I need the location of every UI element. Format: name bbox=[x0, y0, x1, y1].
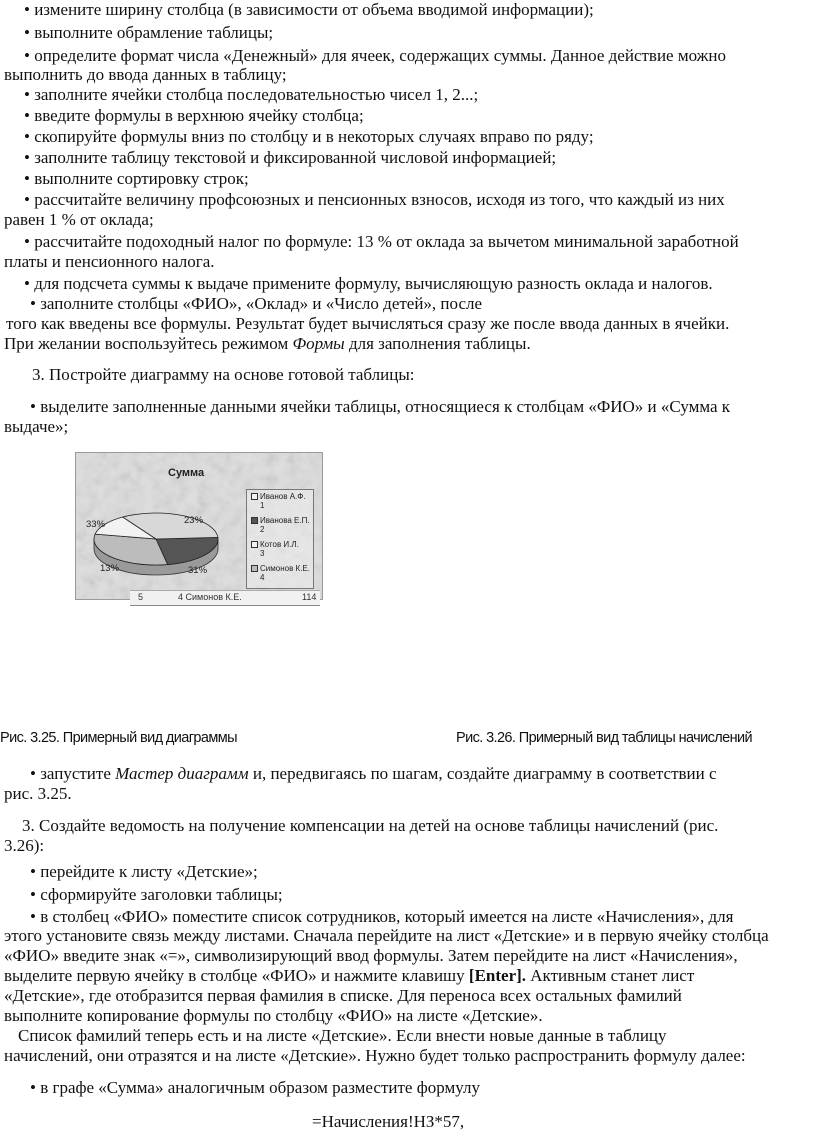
forms-mode-line bbox=[4, 334, 816, 354]
chart-figure bbox=[75, 452, 323, 600]
caption-fig-3-25: Рис. 3.25. Примерный вид диаграммы bbox=[0, 730, 237, 746]
forms-mode-pre: При желании воспользуйтесь режимом bbox=[4, 334, 293, 353]
legend-swatch-2 bbox=[251, 517, 258, 524]
bullet-calc-contributions-cont: равен 1 % от оклада; bbox=[4, 210, 154, 229]
table-fragment-strip bbox=[130, 590, 320, 606]
bullet-fio-column: • в столбец «ФИО» поместите список сотрудников, который имеется на листе «Начисления», для bbox=[30, 907, 734, 926]
fio-line-5: «Детские», где отобразится первая фамилия в списке. Для переноса всех остальных фамилий bbox=[4, 986, 682, 1005]
wizard-pre: • запустите bbox=[30, 764, 116, 783]
legend-swatch-3 bbox=[251, 541, 258, 548]
legend-num-1: 1 bbox=[260, 501, 265, 510]
bullet-go-to-sheet: • перейдите к листу «Детские»; bbox=[30, 862, 258, 881]
bullet-select-cells-cont: выдаче»; bbox=[4, 417, 69, 436]
formula-line: =Начисления!НЗ*57, bbox=[312, 1112, 465, 1131]
bullet-calc-contributions: • рассчитайте величину профсоюзных и пенсионных взносов, исходя из того, что каждый из них bbox=[24, 190, 725, 209]
bullet-enter-formulas: • введите формулы в верхнюю ячейку столбца; bbox=[24, 106, 364, 125]
fio-line-4 bbox=[4, 966, 816, 986]
legend-swatch-4 bbox=[251, 565, 258, 572]
pie-label-1: 33% bbox=[86, 519, 106, 530]
legend-num-2: 2 bbox=[260, 525, 265, 534]
pie-label-3: 13% bbox=[100, 563, 120, 574]
legend-name-1: Иванов А.Ф. bbox=[260, 492, 306, 501]
fio-line-2: этого установите связь между листами. Сначала перейдите на лист «Детские» и в первую ячейку столбца bbox=[4, 926, 769, 945]
fio-line-4-pre: выделите первую ячейку в столбце «ФИО» и нажмите клавишу bbox=[4, 966, 469, 985]
fio-line-3: «ФИО» введите знак «=», символизирующий ввод формулы. Затем перейдите на лист «Начисления», bbox=[4, 946, 738, 965]
pie-label-2: 23% bbox=[184, 515, 204, 526]
bullet-sort-rows: • выполните сортировку строк; bbox=[24, 169, 249, 188]
legend-name-3: Котов И.Л. bbox=[260, 540, 299, 549]
bullet-fill-sequence: • заполните ячейки столбца последовательностью чисел 1, 2...; bbox=[24, 85, 479, 104]
caption-fig-3-26: Рис. 3.26. Примерный вид таблицы начислений bbox=[456, 730, 752, 746]
legend-item-2 bbox=[251, 516, 310, 534]
step-3-build-chart: 3. Постройте диаграмму на основе готовой таблицы: bbox=[32, 365, 415, 384]
legend-name-4: Симонов К.Е. bbox=[260, 564, 310, 573]
strip-cell-b: 4 Симонов К.Е. bbox=[178, 592, 242, 602]
chart-title: Сумма bbox=[168, 467, 205, 479]
bullet-currency-format-cont: выполнить до ввода данных в таблицу; bbox=[4, 65, 287, 84]
bullet-column-width: • измените ширину столбца (в зависимости от объема вводимой информации); bbox=[24, 0, 594, 19]
chart-legend bbox=[246, 489, 314, 589]
bullet-currency-format: • определите формат числа «Денежный» для ячеек, содержащих суммы. Данное действие можно bbox=[24, 46, 727, 65]
bullet-sum-formula: • в графе «Сумма» аналогичным образом разместите формулу bbox=[30, 1078, 480, 1097]
bullet-chart-wizard-cont: рис. 3.25. bbox=[4, 784, 72, 803]
legend-num-3: 3 bbox=[260, 549, 265, 558]
bullet-payout-formula: • для подсчета суммы к выдаче примените формулу, вычисляющую разность оклада и налогов. bbox=[24, 274, 713, 293]
enter-key: [Enter]. bbox=[468, 966, 527, 985]
legend-swatch-1 bbox=[251, 493, 258, 500]
bullet-income-tax-cont: платы и пенсионного налога. bbox=[4, 252, 215, 271]
wizard-em: Мастер диаграмм bbox=[115, 764, 249, 783]
bullet-headers: • сформируйте заголовки таблицы; bbox=[30, 885, 283, 904]
bullet-copy-formulas: • скопируйте формулы вниз по столбцу и в некоторых случаях вправо по ряду; bbox=[24, 127, 594, 146]
forms-mode-em: Формы bbox=[292, 334, 345, 353]
fio-line-6: выполните копирование формулы по столбцу «ФИО» на листе «Детские». bbox=[4, 1006, 543, 1025]
wizard-post: и, передвигаясь по шагам, создайте диаграмму в соответствии с bbox=[248, 764, 717, 783]
strip-cell-a: 5 bbox=[138, 592, 144, 602]
bullet-fill-columns-cont: того как введены все формулы. Результат будет вычисляться сразу же после ввода данных в ячейки. bbox=[6, 314, 730, 333]
bullet-chart-wizard bbox=[6, 764, 816, 784]
step-3-statement: 3. Создайте ведомость на получение компенсации на детей на основе таблицы начислений (рис. bbox=[22, 816, 719, 835]
bullet-fill-table: • заполните таблицу текстовой и фиксированной числовой информацией; bbox=[24, 148, 557, 167]
surnames-paragraph: Список фамилий теперь есть и на листе «Детские». Если внести новые данные в таблицу bbox=[18, 1026, 667, 1045]
forms-mode-post: для заполнения таблицы. bbox=[344, 334, 531, 353]
legend-name-2: Иванова Е.П. bbox=[260, 516, 310, 525]
bullet-borders: • выполните обрамление таблицы; bbox=[24, 23, 274, 42]
legend-item-4 bbox=[251, 564, 310, 582]
bullet-income-tax: • рассчитайте подоходный налог по формуле: 13 % от оклада за вычетом минимальной заработной bbox=[24, 232, 739, 251]
step-3-statement-cont: 3.26): bbox=[4, 836, 45, 855]
legend-num-4: 4 bbox=[260, 573, 265, 582]
legend-item-1 bbox=[251, 492, 306, 510]
strip-cell-c: 114 bbox=[302, 592, 317, 602]
fio-line-4-post: Активным станет лист bbox=[526, 966, 695, 985]
pie-label-4: 31% bbox=[188, 565, 208, 576]
legend-item-3 bbox=[251, 540, 299, 558]
surnames-paragraph-cont: начислений, они отразятся и на листе «Детские». Нужно будет только распространить формулу далее: bbox=[4, 1046, 746, 1065]
bullet-select-cells: • выделите заполненные данными ячейки таблицы, относящиеся к столбцам «ФИО» и «Сумма к bbox=[30, 397, 731, 416]
bullet-fill-columns: • заполните столбцы «ФИО», «Оклад» и «Число детей», после bbox=[30, 294, 483, 313]
